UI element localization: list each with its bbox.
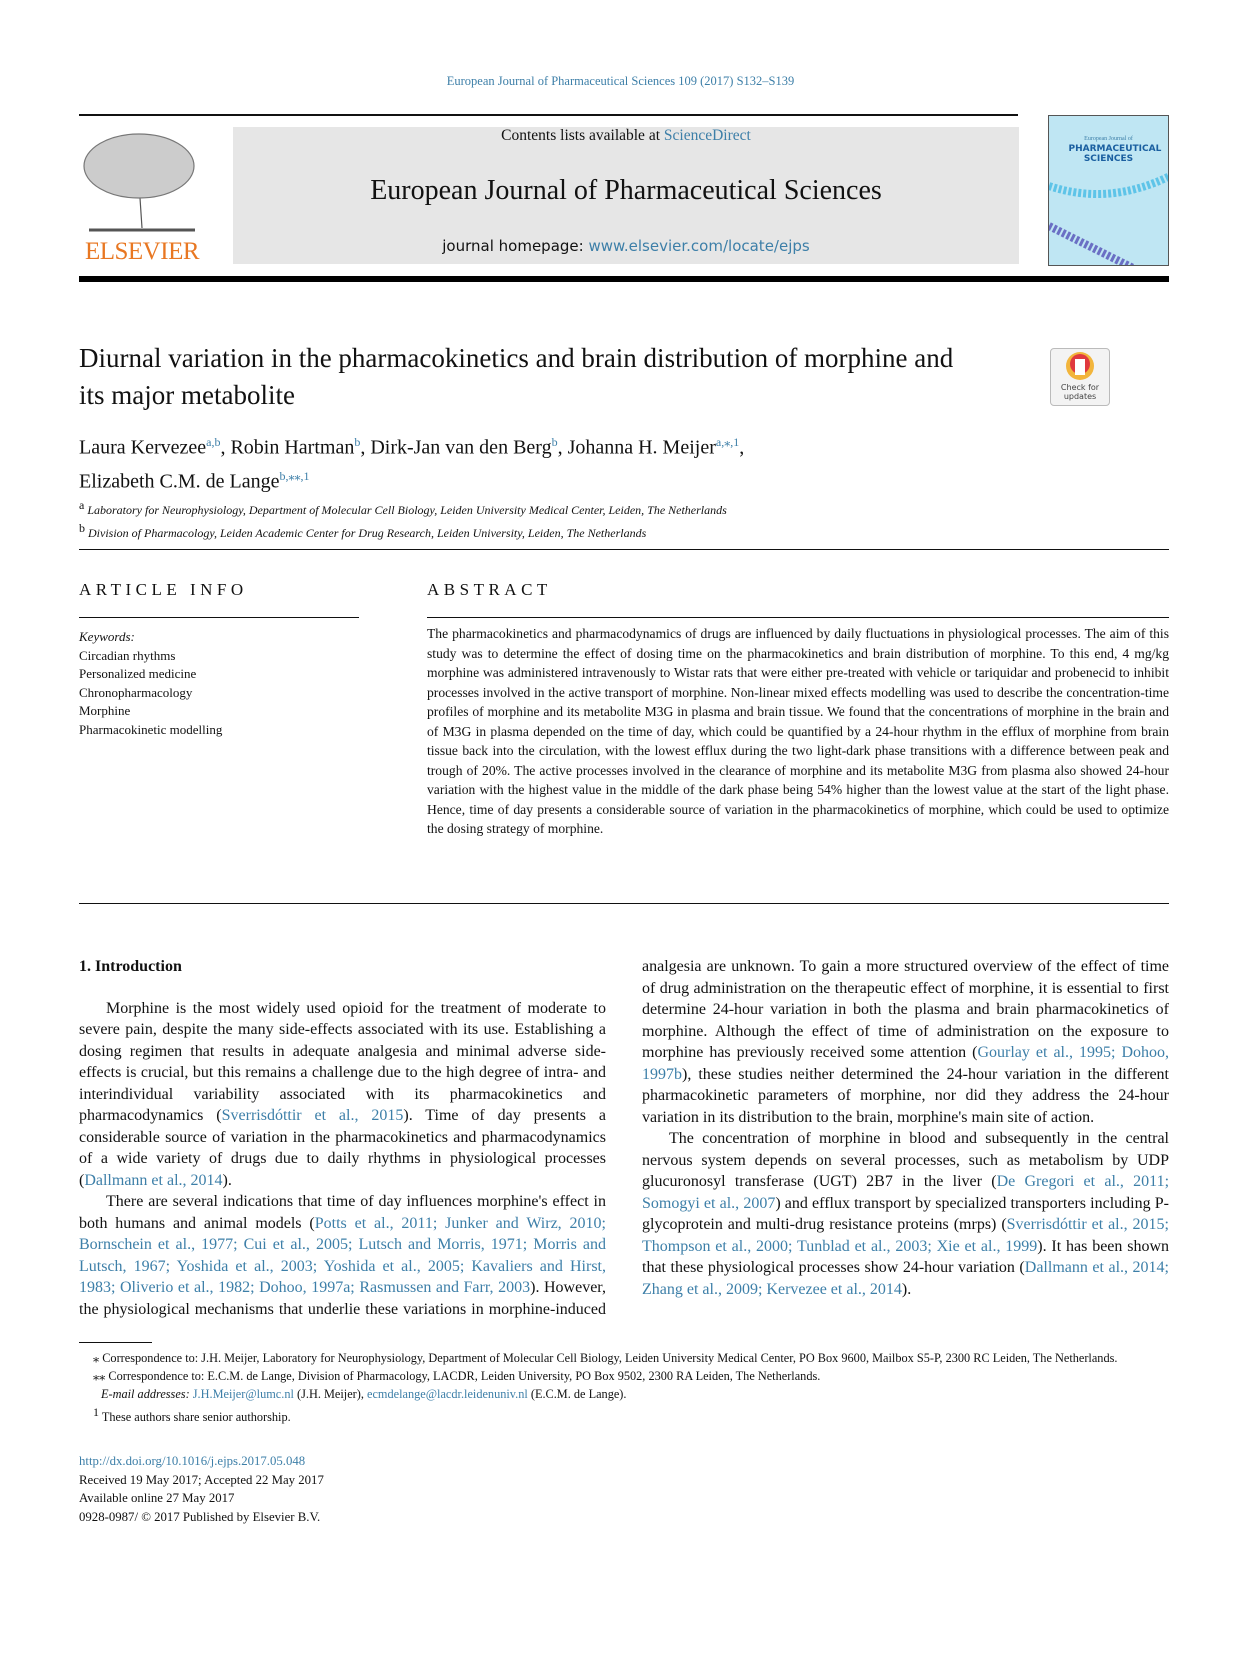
contents-label: Contents lists available at xyxy=(501,127,664,144)
divider xyxy=(79,903,1169,904)
author-name[interactable]: Laura Kervezee xyxy=(79,436,207,459)
paragraph-text: ), these studies neither determined the 24-hour variation in the different pharmacokinetic parameters of morphine, nor did they address the 24-hour variation in its distribution to the brain, morphine's main site of action. xyxy=(642,1065,1169,1126)
paragraph-text: ). xyxy=(222,1171,232,1189)
paragraph-text: The concentration of morphine in blood and subsequently in the central nervous system depends on several processes, such as metabolism by UDP glucuronosyl transferase (UGT) 2B7 in the liver ( xyxy=(642,1130,1169,1190)
online-date: Available online 27 May 2017 xyxy=(79,1491,235,1506)
affiliations xyxy=(79,496,727,542)
author-name[interactable]: Dirk-Jan van den Berg xyxy=(370,436,552,459)
affiliation-text: Division of Pharmacology, Leiden Academic Center for Drug Research, Leiden University, Leiden, The Netherlands xyxy=(88,526,647,540)
check-for-updates-button[interactable] xyxy=(1050,348,1110,406)
article-title: Diurnal variation in the pharmacokinetics and brain distribution of morphine and its major metabolite xyxy=(79,343,954,410)
author-affiliation-mark[interactable]: b,⁎⁎,1 xyxy=(279,468,310,483)
section-heading: 1. Introduction xyxy=(79,958,182,975)
paragraph-text: ). It has been shown that these physiological processes show 24-hour variation ( xyxy=(642,1237,1169,1276)
affiliation-mark: b xyxy=(79,521,85,535)
author-affiliation-mark[interactable]: b xyxy=(354,435,361,449)
author-list xyxy=(79,428,1079,495)
citation-link[interactable]: Gourlay et al., 1995; Dohoo, 1997b xyxy=(642,1044,1169,1083)
citation-link[interactable]: Dallmann et al., 2014 xyxy=(84,1171,223,1189)
affiliation xyxy=(79,519,727,542)
paragraph-text: There are several indications that time of day influences morphine's effect in both humans and animal models ( xyxy=(79,1193,606,1232)
paragraph-text: ). Time of day presents a considerable source of variation in the pharmacokinetics and pharmacodynamics of a wide variety of drugs due to daily rhythms in physiological processes ( xyxy=(79,1107,607,1189)
paragraph-text: ) and efflux transport by specialized transporters including P-glycoprotein and multi-drug resistance proteins (mrps) ( xyxy=(642,1194,1169,1233)
journal-cover[interactable] xyxy=(1048,115,1169,266)
header-rule xyxy=(79,276,1169,282)
abstract-text: The pharmacokinetics and pharmacodynamics of drugs are influenced by daily fluctuations in physiological processes. The aim of this study was to determine the effect of dosing time on the pharmacokinetics and brain distribution of morphine. To this end, 4 mg/kg morphine was administered intravenously to Wistar rats that were either pre-treated with vehicle or tariquidar and probenecid to inhibit processes involved in the active transport of morphine. Non-linear mixed effects modelling was used to describe the concentration-time profiles of morphine and its metabolite M3G in plasma and brain tissue. We found that the concentrations of morphine in the brain and of M3G in plasma depended on the time of day, which could be quantified by a 24-hour rhythm in the efflux of morphine from brain tissue back into the circulation, with the lowest efflux during the two light-dark phase transitions with a difference between peak and trough of 20%. The active processes involved in the clearance of morphine and its metabolite M3G from plasma also showed 24-hour variation with the highest value in the middle of the dark phase being 54% higher than the lowest value at the start of the light phase. Hence, time of day presents a considerable source of variation in the pharmacokinetics of morphine, which could be used to optimize the dosing strategy of morphine. xyxy=(427,626,1169,836)
cover-art-icon xyxy=(1049,166,1169,266)
keyword-list xyxy=(79,647,222,740)
keyword: Personalized medicine xyxy=(79,666,197,681)
author-separator: , xyxy=(557,436,568,459)
keyword: Morphine xyxy=(79,703,131,718)
author-separator: , xyxy=(220,436,231,459)
tree-icon xyxy=(79,128,205,236)
paragraph-text: ). xyxy=(901,1280,912,1298)
introduction-columns xyxy=(79,956,1169,1320)
divider xyxy=(79,617,359,618)
contents-line xyxy=(233,127,1019,145)
author-affiliation-mark[interactable]: a,⁎,1 xyxy=(715,435,740,449)
footnote-rule xyxy=(79,1342,152,1343)
email-owner: (J.H. Meijer), xyxy=(293,1387,368,1401)
citation-link[interactable]: De Gregori et al., 2011; Somogyi et al., 2007 xyxy=(642,1173,1170,1212)
publication-info xyxy=(79,1452,1169,1526)
sciencedirect-link[interactable]: ScienceDirect xyxy=(663,127,751,144)
footnote-senior xyxy=(79,1403,1169,1426)
affiliation xyxy=(79,496,727,519)
author-name[interactable]: Robin Hartman xyxy=(230,436,355,459)
paragraph xyxy=(79,998,606,1192)
journal-title: European Journal of Pharmaceutical Sciences xyxy=(370,175,882,206)
paragraph-text: Morphine is the most widely used opioid for the treatment of moderate to severe pain, despite the many side-effects associated with its use. Establishing a dosing regimen that results in adequate analgesia and minimal adverse side-effects is crucial, but this remains a challenge due to the high degree of intra- and interindividual variability associated with its pharmacokinetics and pharmacodynamics ( xyxy=(79,999,606,1124)
paragraph xyxy=(642,1128,1169,1300)
abstract-heading: ABSTRACT xyxy=(427,580,552,599)
cover-subtitle: European Journal of xyxy=(1084,136,1133,142)
cover-title: PHARMACEUTICAL SCIENCES xyxy=(1068,144,1162,164)
footnotes xyxy=(79,1349,1169,1426)
keyword: Chronopharmacology xyxy=(79,684,193,700)
footnote-text: These authors share senior authorship. xyxy=(99,1410,291,1425)
author-separator: , xyxy=(360,436,371,459)
masthead xyxy=(233,127,1019,264)
divider xyxy=(79,114,1018,116)
email-link[interactable]: ecmdelange@lacdr.leidenuniv.nl xyxy=(367,1387,528,1401)
footnote-emails xyxy=(79,1385,1169,1403)
email-label: E-mail addresses: xyxy=(101,1387,193,1401)
divider xyxy=(427,617,1169,618)
citation-link[interactable]: Dallmann et al., 2014; Zhang et al., 2009; Kervezee et al., 2014 xyxy=(642,1259,1169,1298)
divider xyxy=(79,549,1169,550)
paragraph-text: ). However, the physiological mechanisms that underlie these variations in morphine-induced analgesia are unknown. To gain a more structured overview of the effect of time of drug administration on the therapeutic effect of morphine, it is essential to first determine 24-hour variation in both the plasma and brain pharmacokinetics of morphine. Although the effect of time of administration on the exposure to morphine has previously received some attention ( xyxy=(79,958,1169,1318)
citation-link[interactable]: Potts et al., 2011; Junker and Wirz, 2010; Bornschein et al., 1977; Cui et al., 2005; Lutsch and Morris, 1971; Morris and Lutsch, 1967; Yoshida et al., 2003; Yoshida et al., 2005; Kavaliers and Hirst, 1983; Oliverio et al., 1982; Dohoo, 1997a; Rasmussen and Farr, 2003 xyxy=(79,1214,606,1296)
keywords-label: Keywords: xyxy=(79,629,135,644)
author-name[interactable]: Elizabeth C.M. de Lange xyxy=(79,470,280,493)
citation-link[interactable]: Sverrisdóttir et al., 2015; Thompson et al., 2000; Tunblad et al., 2003; Xie et al., 1999 xyxy=(642,1216,1170,1255)
keyword: Circadian rhythms xyxy=(79,647,176,663)
affiliation-text: Laboratory for Neurophysiology, Department of Molecular Cell Biology, Leiden University Medical Center, Leiden, The Netherlands xyxy=(87,503,727,517)
article-info-heading: ARTICLE INFO xyxy=(79,580,248,599)
received-dates: Received 19 May 2017; Accepted 22 May 2017 xyxy=(79,1472,324,1487)
footnote-correspondence-2: ⁎⁎ Correspondence to: E.C.M. de Lange, Division of Pharmacology, LACDR, Leiden University, PO Box 9502, 2300 RA Leiden, The Netherlands. xyxy=(93,1369,821,1383)
bookmark-icon xyxy=(1063,349,1097,381)
homepage-label: journal homepage: xyxy=(442,237,589,255)
keyword: Pharmacokinetic modelling xyxy=(79,721,223,737)
copyright: 0928-0987/ © 2017 Published by Elsevier B.V. xyxy=(79,1509,321,1524)
author-affiliation-mark[interactable]: b xyxy=(551,435,558,449)
journal-citation[interactable]: European Journal of Pharmaceutical Sciences 109 (2017) S132–S139 xyxy=(446,74,795,88)
elsevier-logo xyxy=(79,128,205,266)
author-separator: , xyxy=(739,436,745,459)
keywords xyxy=(79,628,222,739)
check-updates-label: Check for updates xyxy=(1060,383,1100,401)
doi-link[interactable]: http://dx.doi.org/10.1016/j.ejps.2017.05.048 xyxy=(79,1454,306,1469)
author-name[interactable]: Johanna H. Meijer xyxy=(567,436,716,459)
affiliation-mark: a xyxy=(79,498,85,512)
homepage-line xyxy=(233,237,1019,255)
footnote-correspondence-1: ⁎ Correspondence to: J.H. Meijer, Laboratory for Neurophysiology, Department of Molecular Cell Biology, Leiden University Medical Center, PO Box 9600, Mailbox S5-P, 2300 RC Leiden, The Netherlands. xyxy=(93,1351,1118,1365)
email-link[interactable]: J.H.Meijer@lumc.nl xyxy=(192,1387,294,1401)
email-owner: (E.C.M. de Lange). xyxy=(527,1387,627,1401)
footnote-mark: 1 xyxy=(93,1405,99,1419)
author-affiliation-mark[interactable]: a,b xyxy=(206,435,221,449)
citation-link[interactable]: Sverrisdóttir et al., 2015 xyxy=(221,1107,404,1124)
homepage-link[interactable]: www.elsevier.com/locate/ejps xyxy=(588,237,810,255)
body-flow xyxy=(79,956,1169,1526)
publisher-name: ELSEVIER xyxy=(84,238,200,265)
